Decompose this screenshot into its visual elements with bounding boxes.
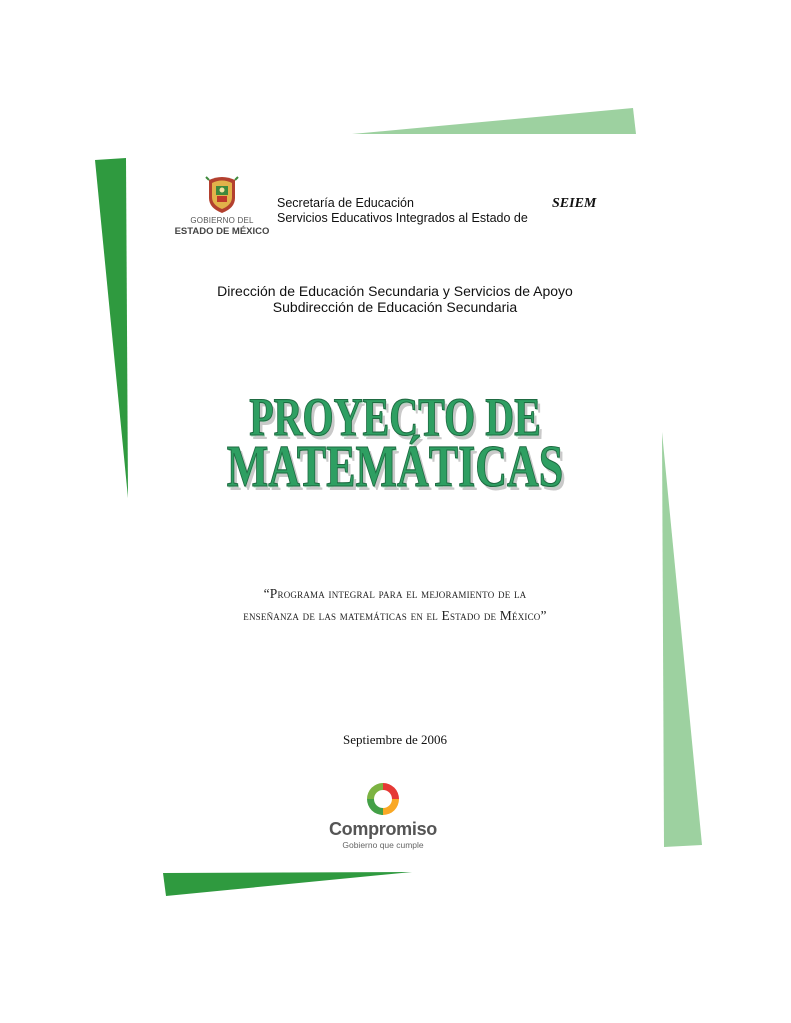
coat-of-arms-icon <box>205 174 239 214</box>
title-line1: PROYECTO DE <box>249 386 541 448</box>
main-title <box>130 385 660 505</box>
compromiso-logo <box>318 778 448 853</box>
gov-logo-line1: GOBIERNO DEL <box>190 216 254 225</box>
gobierno-estado-mexico-logo <box>172 172 272 240</box>
bottom-dark-green-wedge <box>163 872 412 896</box>
direction-block <box>150 283 640 315</box>
direction-line1: Dirección de Educación Secundaria y Servicios de Apoyo <box>217 283 573 299</box>
gov-logo-line2: ESTADO DE MÉXICO <box>174 226 270 237</box>
program-subtitle <box>150 583 640 627</box>
top-light-green-wedge <box>352 108 636 134</box>
compromiso-swirl-icon <box>364 780 402 818</box>
left-dark-green-wedge <box>95 158 128 498</box>
right-light-green-wedge <box>662 432 702 847</box>
direction-line2: Subdirección de Educación Secundaria <box>272 299 518 315</box>
header-servicios: Servicios Educativos Integrados al Estado de <box>277 211 528 225</box>
title-line2: MATEMÁTICAS <box>226 433 564 500</box>
program-line1: “Programa integral para el mejoramiento de la <box>263 586 527 601</box>
seiem-acronym: SEIEM <box>552 196 597 211</box>
compromiso-tagline: Gobierno que cumple <box>342 840 424 850</box>
compromiso-name: Compromiso <box>328 819 437 839</box>
publication-date: Septiembre de 2006 <box>343 732 447 747</box>
program-line2: enseñanza de las matemáticas en el Estado de México” <box>243 608 547 623</box>
header-institution <box>277 196 528 226</box>
header-secretaria: Secretaría de Educación <box>277 196 414 210</box>
